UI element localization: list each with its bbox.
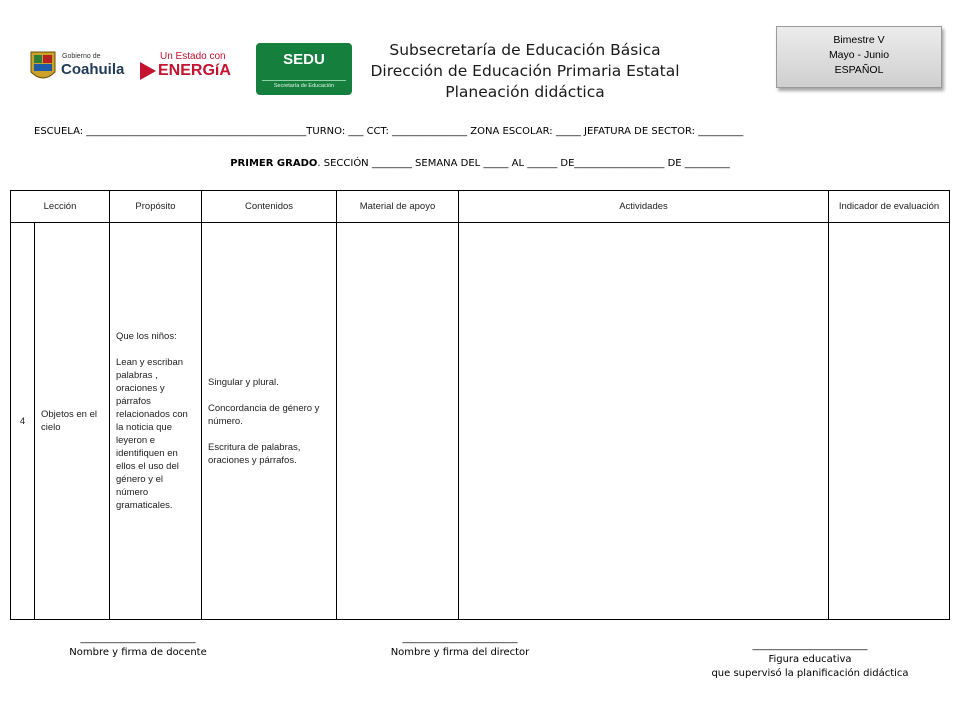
- header-actividades: Actividades: [459, 191, 829, 223]
- signature-figura: [690, 639, 930, 681]
- content-item: Escritura de palabras, oraciones y párrafos.: [208, 441, 301, 466]
- energia-logo: [140, 50, 240, 88]
- purpose-body: Lean y escriban palabras , oraciones y párrafos relacionados con la noticia que leyeron e identifiquen en ellos el uso del género y el número gramaticales.: [116, 357, 188, 511]
- coahuila-logo-line2: Coahuila: [61, 61, 125, 78]
- planning-table: [10, 190, 950, 620]
- purpose-cell: [110, 223, 202, 620]
- sedu-logo: [256, 43, 352, 95]
- contents-cell: [202, 223, 337, 620]
- signature-line: _______________________: [752, 640, 868, 651]
- signature-director-label: Nombre y firma del director: [390, 647, 530, 658]
- content-item: Concordancia de género y número.: [208, 402, 320, 427]
- energia-logo-line2: ENERGíA: [158, 62, 231, 79]
- activities-cell[interactable]: [459, 223, 829, 620]
- signature-line: _______________________: [402, 633, 518, 644]
- badge-months: Mayo - Junio: [828, 49, 890, 61]
- bimestre-badge: [776, 26, 942, 88]
- header-indicador: Indicador de evaluación: [829, 191, 950, 223]
- heading-line-1: Subsecretaría de Educación Básica: [389, 41, 661, 59]
- badge-bimestre: Bimestre V: [833, 34, 885, 46]
- coahuila-logo-line1: Gobierno de: [62, 53, 101, 60]
- content-item: Singular y plural.: [208, 376, 279, 388]
- grade-line-rest: . SECCIÓN ________ SEMANA DEL _____ AL ______ DE__________________ DE _________: [317, 158, 730, 169]
- header-leccion: Lección: [11, 191, 110, 223]
- signature-docente: [48, 632, 228, 660]
- material-cell[interactable]: [337, 223, 459, 620]
- school-info-line: ESCUELA: ____________________________________________TURNO: ___ CCT: _______________ ZONA ESCOLAR: _____ JEFATURA DE SECTOR: _________: [34, 126, 744, 137]
- indicator-cell[interactable]: [829, 223, 950, 620]
- heading-line-2: Dirección de Educación Primaria Estatal: [370, 62, 680, 80]
- grade-info-line: [0, 158, 960, 169]
- signature-line: _______________________: [80, 633, 196, 644]
- grade-label: PRIMER GRADO: [230, 158, 318, 169]
- header-contenidos: Contenidos: [202, 191, 337, 223]
- sedu-logo-title: SEDU: [283, 51, 325, 68]
- signature-figura-label-1: Figura educativa: [768, 654, 852, 665]
- energia-arrow-icon: [140, 62, 156, 80]
- header-material: Material de apoyo: [337, 191, 459, 223]
- sedu-logo-subtitle: Secretaría de Educación: [262, 80, 346, 89]
- page-heading: [360, 40, 690, 103]
- lesson-number: 4: [11, 223, 35, 620]
- table-row: [11, 223, 950, 620]
- purpose-intro: Que los niños:: [116, 331, 177, 342]
- energia-logo-line1: Un Estado con: [160, 51, 226, 62]
- lesson-title: Objetos en el cielo: [35, 223, 110, 620]
- table-header-row: [11, 191, 950, 223]
- coahuila-logo: [28, 48, 136, 88]
- badge-subject: ESPAÑOL: [834, 64, 884, 76]
- signature-figura-label-2: que supervisó la planificación didáctica: [711, 668, 909, 679]
- signature-director: [370, 632, 550, 660]
- heading-line-3: Planeación didáctica: [445, 83, 605, 101]
- signature-docente-label: Nombre y firma de docente: [69, 647, 207, 658]
- header-proposito: Propósito: [110, 191, 202, 223]
